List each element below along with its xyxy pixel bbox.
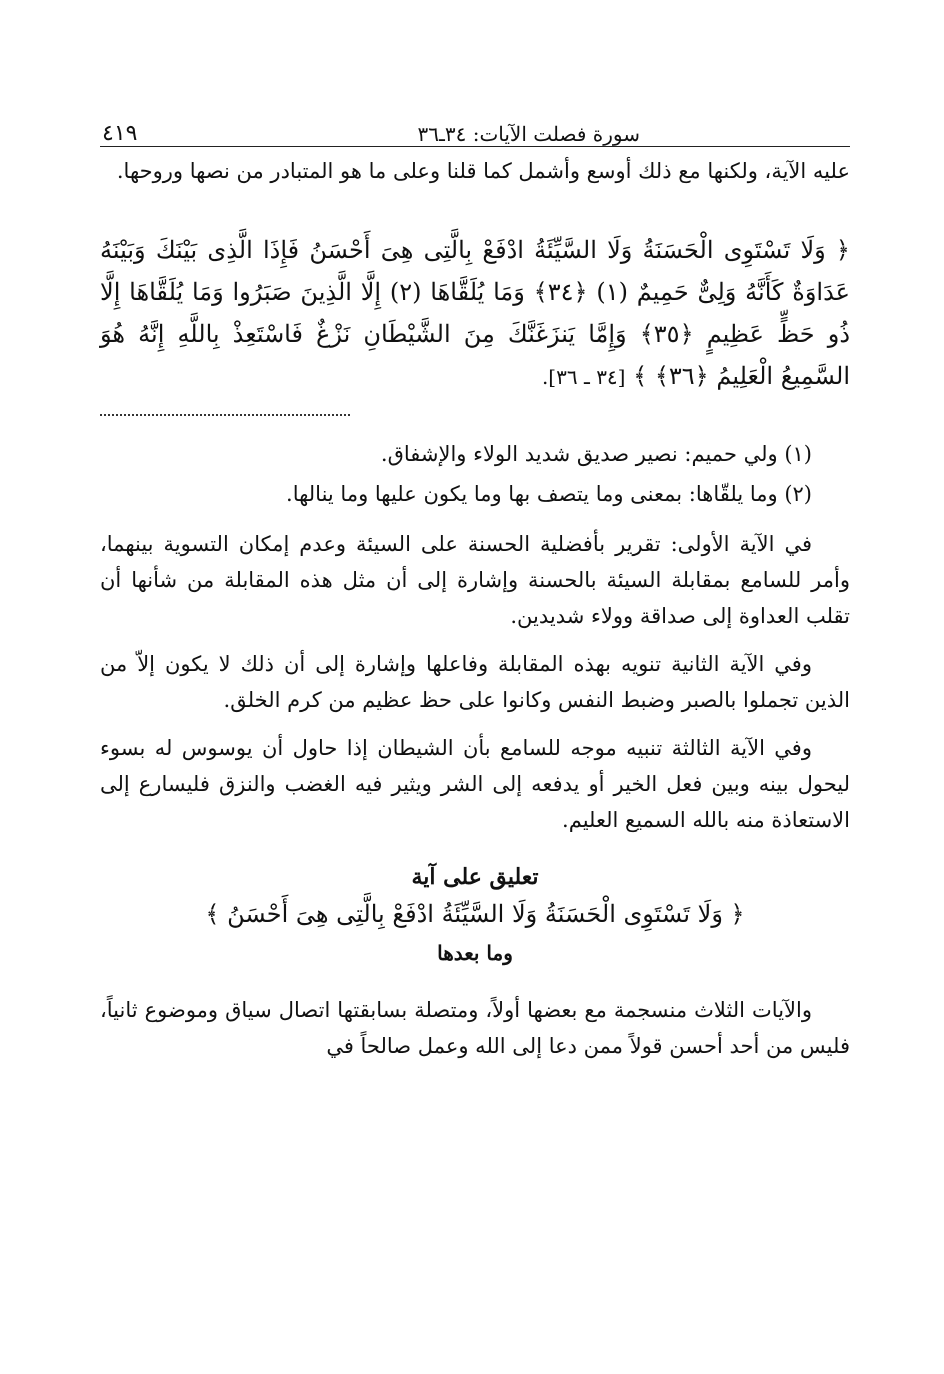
footnote-1: (١) ولي حميم: نصير صديق شديد الولاء والإشفاق. <box>380 442 812 466</box>
footnotes <box>100 434 850 514</box>
intro-paragraph: عليه الآية، ولكنها مع ذلك أوسع وأشمل كما قلنا وعلى ما هو المتبادر من نصها وروحها. <box>116 159 850 183</box>
section-heading-subtitle: وما بعدها <box>437 941 513 965</box>
section-heading-title: تعليق على آية <box>411 864 539 890</box>
page-number: ٤١٩ <box>102 121 138 146</box>
paragraph-3: وفي الآية الثالثة تنبيه موجه للسامع بأن الشيطان إذا حاول أن يوسوس له بسوء ليحول بينه وبين فعل الخير أو يدفعه إلى الشر ويثير فيه الغضب والنزق فليسارع إلى الاستعاذة منه بالله السميع العليم. <box>100 736 850 832</box>
section-heading <box>100 860 850 972</box>
closing-paragraph: والآيات الثلاث منسجمة مع بعضها أولاً، ومتصلة بسابقتها اتصال سياق وموضوع ثانياً، فليس من أحد أحسن قولاً ممن دعا إلى الله وعمل صالحاً في <box>100 998 850 1058</box>
document-page <box>100 110 850 1064</box>
footnote-separator <box>100 414 350 416</box>
footnote-2: (٢) وما يلقّاها: بمعنى وما يتصف بها وما يكون عليها وما ينالها. <box>286 482 812 506</box>
quran-verse-text: ﴿ وَلَا تَسْتَوِى الْحَسَنَةُ وَلَا السَّيِّئَةُ ادْفَعْ بِالَّتِى هِىَ أَحْسَنُ فَإِذَا الَّذِى بَيْنَكَ وَبَيْنَهُ عَدَاوَةٌ كَأَنَّهُ وَلِىٌّ حَمِيمٌ (١) ﴿٣٤﴾ وَمَا يُلَقَّاهَا (٢) إِلَّا الَّذِينَ صَبَرُوا وَمَا يُلَقَّاهَا إِلَّا ذُو حَظٍّ عَظِيمٍ ﴿٣٥﴾ وَإِمَّا يَنزَغَنَّكَ مِنَ الشَّيْطَانِ نَزْغٌ فَاسْتَعِذْ بِاللَّهِ إِنَّهُ هُوَ السَّمِيعُ الْعَلِيمُ ﴿٣٦﴾ ﴾ <box>100 236 850 390</box>
paragraph-2: وفي الآية الثانية تنويه بهذه المقابلة وفاعلها وإشارة إلى أن ذلك لا يكون إلاّ من الذين تجملوا بالصبر وضبط النفس وكانوا على حظ عظيم من كرم الخلق. <box>100 652 850 712</box>
paragraph-1: في الآية الأولى: تقرير بأفضلية الحسنة على السيئة وعدم إمكان التسوية بينهما، وأمر للسامع بمقابلة السيئة بالحسنة وإشارة إلى أن مثل هذه المقابلة من شأنها أن تقلب العداوة إلى صداقة وولاء شديدين. <box>100 532 850 628</box>
quran-verse-block <box>100 229 850 398</box>
page-title: سورة فصلت الآيات: ٣٤ـ٣٦ <box>417 122 640 146</box>
verse-reference: [٣٤ ـ ٣٦]. <box>541 365 626 389</box>
page-header <box>100 110 850 147</box>
section-heading-verse: ﴿ وَلَا تَسْتَوِى الْحَسَنَةُ وَلَا السَّيِّئَةُ ادْفَعْ بِالَّتِى هِىَ أَحْسَنُ ﴾ <box>205 900 745 928</box>
